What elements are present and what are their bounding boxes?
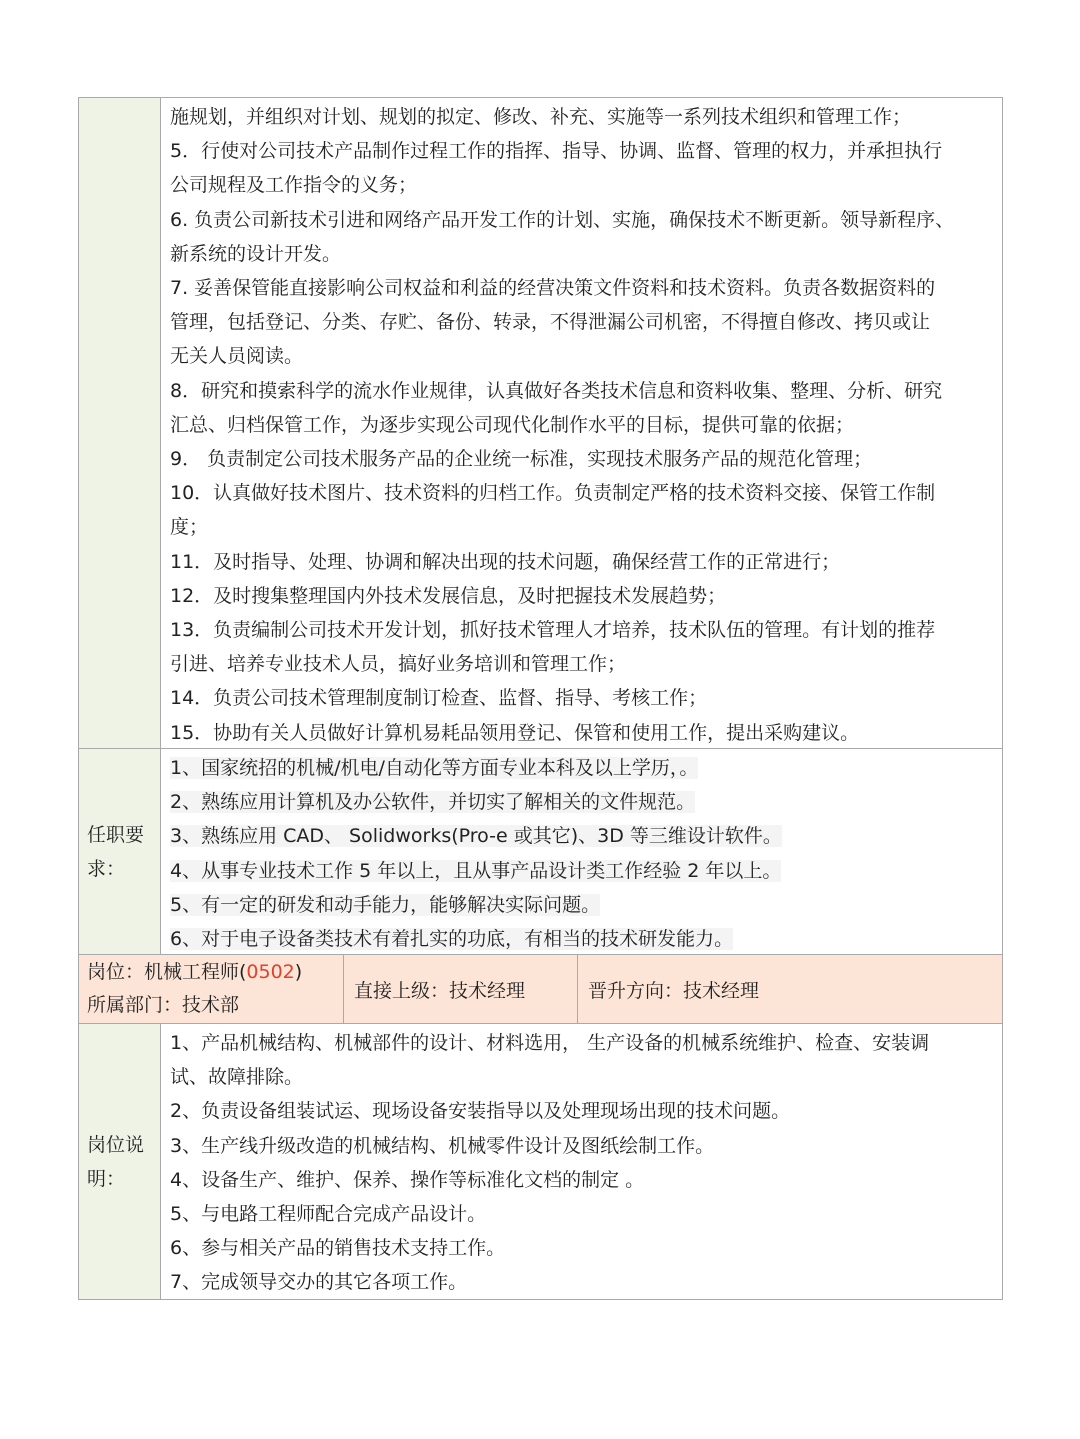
job-duty-line: 2、负责设备组装试运、现场设备安装指导以及处理现场出现的技术问题。 (170, 1100, 791, 1123)
responsibility-line: 9． 负责制定公司技术服务产品的企业统一标准，实现技术服务产品的规范化管理； (170, 448, 873, 471)
department: 所属部门：技术部 (87, 994, 240, 1016)
position-title-cell (79, 955, 344, 1023)
responsibility-line: 无关人员阅读。 (170, 345, 304, 368)
job-duty-line: 1、产品机械结构、机械部件的设计、材料选用， 生产设备的机械系统维护、检查、安装调 (170, 1032, 930, 1054)
requirement-line: 3、熟练应用 CAD、 Solidworks(Pro-e 或其它)、3D 等三维设计软件。 (170, 825, 782, 848)
responsibility-line: 度； (170, 516, 209, 539)
requirements-label (79, 749, 161, 954)
job-description-label (79, 1024, 161, 1299)
job-description-content (161, 1024, 1002, 1299)
responsibility-line: 12．及时搜集整理国内外技术发展信息，及时把握技术发展趋势； (170, 584, 727, 607)
job-duty-line: 6、参与相关产品的销售技术支持工作。 (170, 1237, 506, 1260)
job-duty-line: 5、与电路工程师配合完成产品设计。 (170, 1203, 487, 1226)
responsibility-line: 施规划，并组织对计划、规划的拟定、修改、补充、实施等一系列技术组织和管理工作； (170, 106, 912, 128)
job-duty-line: 3、生产线升级改造的机械结构、机械零件设计及图纸绘制工作。 (170, 1134, 715, 1157)
job-description-row (79, 1024, 1002, 1299)
requirements-row (79, 749, 1002, 955)
responsibility-line: 13．负责编制公司技术开发计划，抓好技术管理人才培养，技术队伍的管理。有计划的推荐 (170, 619, 936, 642)
responsibility-line: 引进、培养专业技术人员，搞好业务培训和管理工作； (170, 653, 627, 676)
job-description-label-line2: 明： (87, 1167, 126, 1190)
responsibility-line: 管理，包括登记、分类、存贮、备份、转录，不得泄漏公司机密，不得擅自修改、拷贝或让 (170, 311, 931, 334)
position-header-row (79, 955, 1002, 1024)
responsibilities-row (79, 98, 1002, 749)
job-description-table (78, 97, 1003, 1300)
job-description-label-line1: 岗位说 (87, 1133, 145, 1156)
promotion-path: 晋升方向：技术经理 (588, 979, 760, 1002)
responsibilities-content (161, 98, 1002, 748)
requirement-line: 6、对于电子设备类技术有着扎实的功底，有相当的技术研发能力。 (170, 928, 734, 951)
responsibility-line: 5．行使对公司技术产品制作过程工作的指挥、指导、协调、监督、管理的权力，并承担执行 (170, 140, 943, 163)
responsibility-line: 7. 妥善保管能直接影响公司权益和利益的经营决策文件资料和技术资料。负责各数据资料的 (170, 277, 936, 300)
responsibility-line: 10．认真做好技术图片、技术资料的归档工作。负责制定严格的技术资料交接、保管工作制 (170, 482, 936, 505)
responsibility-line: 11．及时指导、处理、协调和解决出现的技术问题，确保经营工作的正常进行； (170, 550, 841, 573)
requirements-label-line1: 任职要 (87, 823, 145, 846)
job-duty-line: 试、故障排除。 (170, 1066, 304, 1089)
supervisor-cell (344, 955, 578, 1023)
job-duty-line: 4、设备生产、维护、保养、操作等标准化文档的制定 。 (170, 1168, 645, 1191)
responsibilities-label-cell (79, 98, 161, 748)
responsibility-line: 新系统的设计开发。 (170, 242, 342, 265)
responsibility-line: 6. 负责公司新技术引进和网络产品开发工作的计划、实施，确保技术不断更新。领导新程序、 (170, 208, 955, 231)
position-title (87, 956, 302, 989)
responsibility-line: 14．负责公司技术管理制度制订检查、监督、指导、考核工作； (170, 687, 708, 710)
position-title-prefix: 岗位：机械工程师( (87, 961, 247, 983)
requirement-line: 2、熟练应用计算机及办公软件，并切实了解相关的文件规范。 (170, 791, 696, 814)
requirement-line: 5、有一定的研发和动手能力，能够解决实际问题。 (170, 893, 601, 916)
promotion-cell (578, 955, 1002, 1023)
requirements-label-line2: 求： (87, 857, 126, 880)
position-title-suffix: ) (294, 961, 303, 983)
responsibility-line: 15．协助有关人员做好计算机易耗品领用登记、保管和使用工作，提出采购建议。 (170, 721, 860, 744)
supervisor: 直接上级：技术经理 (354, 979, 526, 1002)
responsibility-line: 公司规程及工作指令的义务； (170, 174, 418, 197)
job-duty-line: 7、完成领导交办的其它各项工作。 (170, 1271, 468, 1294)
position-code: 0502 (246, 961, 295, 983)
responsibility-line: 汇总、归档保管工作，为逐步实现公司现代化制作水平的目标，提供可靠的依据； (170, 413, 855, 436)
responsibility-line: 8．研究和摸索科学的流水作业规律，认真做好各类技术信息和资料收集、整理、分析、研究 (170, 379, 943, 402)
requirements-content (161, 749, 1002, 954)
requirement-line: 4、从事专业技术工作 5 年以上，且从事产品设计类工作经验 2 年以上。 (170, 859, 782, 882)
requirement-line: 1、国家统招的机械/机电/自动化等方面专业本科及以上学历，。 (170, 757, 699, 779)
